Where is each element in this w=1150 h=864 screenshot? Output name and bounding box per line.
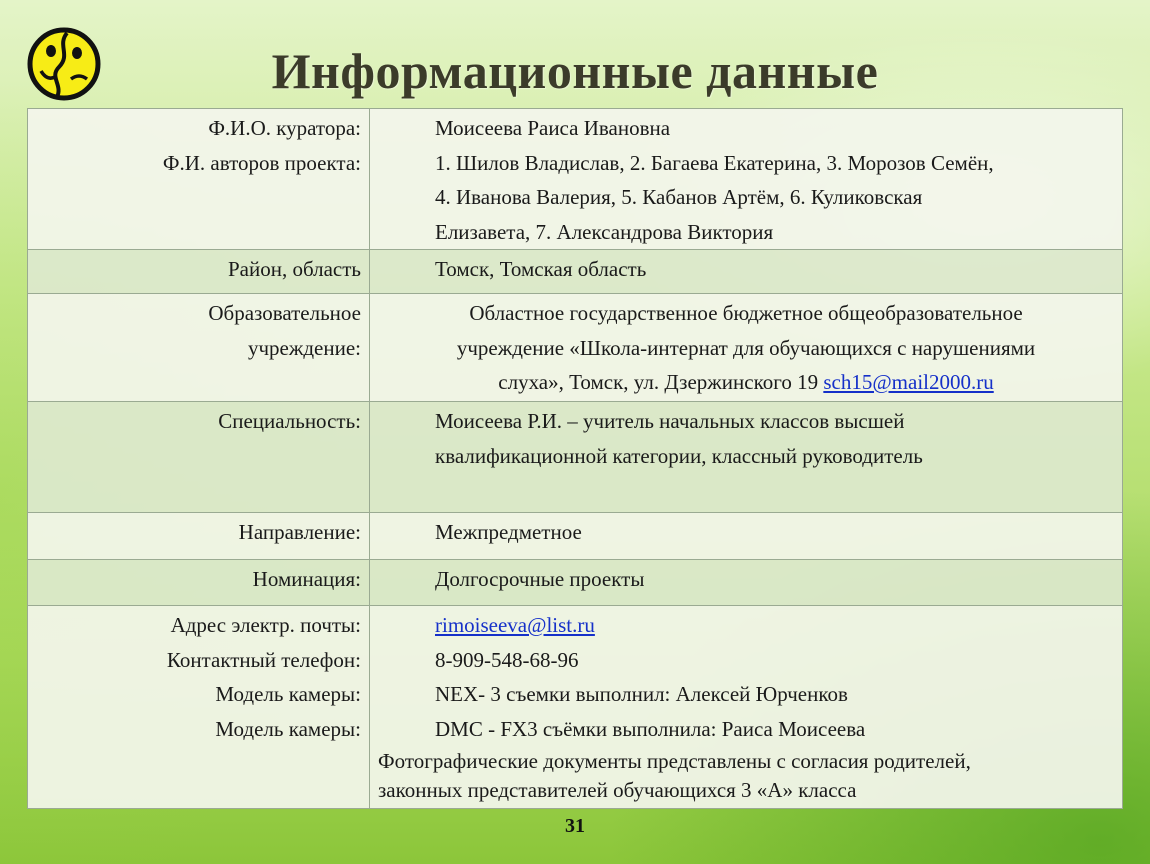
table-row-nomination <box>28 560 1123 606</box>
phone-value: 8-909-548-68-96 <box>435 647 579 672</box>
row-label-cell <box>28 402 370 513</box>
authors-value-line: Елизавета, 7. Александрова Виктория <box>435 219 774 244</box>
table-row-specialty <box>28 402 1123 513</box>
authors-value-line: 4. Иванова Валерия, 5. Кабанов Артём, 6. Куликовская <box>435 185 923 209</box>
camera-label: Модель камеры: <box>215 682 361 706</box>
row-value-cell <box>370 109 1123 250</box>
nomination-label: Номинация: <box>252 567 361 591</box>
institution-email-link[interactable]: sch15@mail2000.ru <box>823 370 994 394</box>
row-label-cell <box>28 250 370 294</box>
row-label-cell <box>28 109 370 250</box>
row-value-cell <box>370 560 1123 606</box>
curator-value: Моисеева Раиса Ивановна <box>435 116 671 140</box>
region-value: Томск, Томская область <box>435 257 647 281</box>
direction-label: Направление: <box>238 520 361 544</box>
row-value-cell <box>370 294 1123 402</box>
authors-label: Ф.И. авторов проекта: <box>162 150 361 175</box>
institution-value-line <box>370 365 1122 400</box>
row-value-cell <box>370 513 1123 560</box>
email-label: Адрес электр. почты: <box>170 613 361 637</box>
row-value-cell <box>370 606 1123 809</box>
institution-value-line: учреждение «Школа-интернат для обучающихся с нарушениями <box>456 335 1036 360</box>
row-value-cell <box>370 250 1123 294</box>
institution-label-line: Образовательное <box>208 301 361 325</box>
photo-consent-note: законных представителей обучающихся 3 «А» класса <box>378 778 857 802</box>
specialty-label: Специальность: <box>218 409 361 433</box>
info-table <box>27 108 1123 809</box>
institution-address: слуха», Томск, ул. Дзержинского 19 <box>498 370 824 394</box>
specialty-value-line: Моисеева Р.И. – учитель начальных классов высшей <box>435 409 905 433</box>
authors-value-line: 1. Шилов Владислав, 2. Багаева Екатерина, 3. Морозов Семён, <box>435 150 994 175</box>
table-row-contacts <box>28 606 1123 809</box>
institution-label-line: учреждение: <box>247 335 361 360</box>
page-number: 31 <box>565 815 585 837</box>
row-label-cell <box>28 294 370 402</box>
specialty-value-line: квалификационной категории, классный руководитель <box>435 443 923 468</box>
nomination-value: Долгосрочные проекты <box>435 567 645 591</box>
phone-label: Контактный телефон: <box>166 647 361 672</box>
table-row-direction <box>28 513 1123 560</box>
email-value <box>370 608 1122 643</box>
row-value-cell <box>370 402 1123 513</box>
row-label-cell <box>28 513 370 560</box>
table-row-institution <box>28 294 1123 402</box>
institution-value-line: Областное государственное бюджетное общеобразовательное <box>469 301 1023 325</box>
page-title: Информационные данные <box>271 43 879 99</box>
camera-label: Модель камеры: <box>215 716 361 741</box>
table-row-curator <box>28 109 1123 250</box>
camera1-value: NEX- 3 съемки выполнил: Алексей Юрченков <box>435 682 848 706</box>
camera2-value: DMC - FX3 съёмки выполнила: Раиса Моисеева <box>435 716 866 741</box>
curator-label: Ф.И.О. куратора: <box>208 116 361 140</box>
direction-value: Межпредметное <box>435 520 582 544</box>
table-row-region <box>28 250 1123 294</box>
photo-consent-note: Фотографические документы представлены с согласия родителей, <box>378 749 971 773</box>
row-label-cell <box>28 606 370 809</box>
region-label: Район, область <box>227 257 361 281</box>
email-link[interactable]: rimoiseeva@list.ru <box>435 613 595 637</box>
row-label-cell <box>28 560 370 606</box>
